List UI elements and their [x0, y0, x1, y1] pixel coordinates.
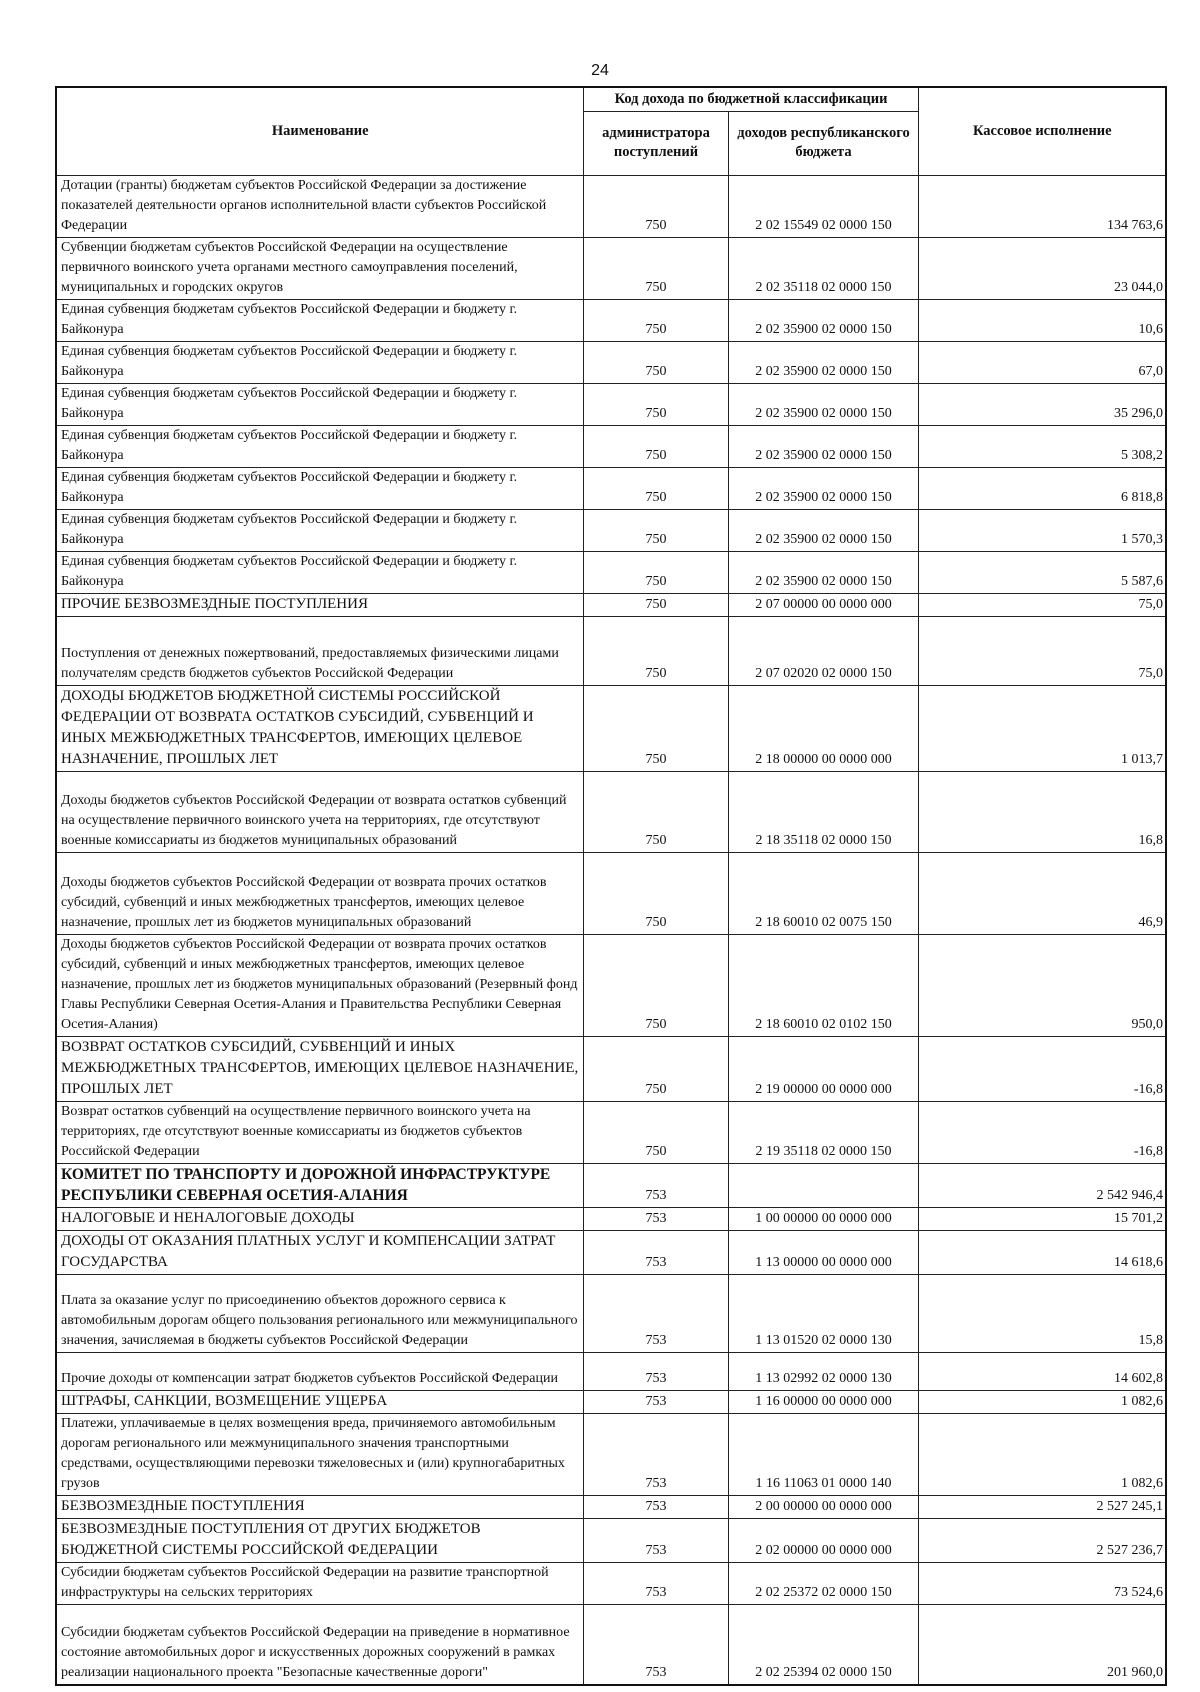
row-admin-code: 753	[583, 1275, 728, 1353]
row-admin-code: 750	[583, 935, 728, 1037]
row-revenue-code: 2 02 35900 02 0000 150	[728, 384, 918, 426]
header-name: Наименование	[56, 87, 583, 176]
table-body	[56, 176, 1166, 1685]
row-name: Возврат остатков субвенций на осуществление первичного воинского учета на территориях, где отсутствуют военные комиссариаты из бюджетов субъектов Российской Федерации	[56, 1102, 583, 1164]
row-amount: 2 527 236,7	[918, 1519, 1166, 1563]
row-admin-code: 750	[583, 594, 728, 617]
row-name: БЕЗВОЗМЕЗДНЫЕ ПОСТУПЛЕНИЯ ОТ ДРУГИХ БЮДЖЕТОВ БЮДЖЕТНОЙ СИСТЕМЫ РОССИЙСКОЙ ФЕДЕРАЦИИ	[56, 1519, 583, 1563]
row-amount: 10,6	[918, 300, 1166, 342]
table-row	[56, 1208, 1166, 1231]
row-revenue-code: 2 19 00000 00 0000 000	[728, 1037, 918, 1102]
row-revenue-code: 2 02 25372 02 0000 150	[728, 1563, 918, 1605]
row-name: Прочие доходы от компенсации затрат бюджетов субъектов Российской Федерации	[56, 1353, 583, 1391]
row-name: ВОЗВРАТ ОСТАТКОВ СУБСИДИЙ, СУБВЕНЦИЙ И ИНЫХ МЕЖБЮДЖЕТНЫХ ТРАНСФЕРТОВ, ИМЕЮЩИХ ЦЕЛЕВОЕ НАЗНАЧЕНИЕ, ПРОШЛЫХ ЛЕТ	[56, 1037, 583, 1102]
row-revenue-code: 2 02 35900 02 0000 150	[728, 300, 918, 342]
table-row	[56, 1391, 1166, 1414]
row-name: Доходы бюджетов субъектов Российской Федерации от возврата остатков субвенций на осуществление первичного воинского учета на территориях, где отсутствуют военные комиссариаты из бюджетов муниципальных образований	[56, 772, 583, 853]
row-name: ДОХОДЫ ОТ ОКАЗАНИЯ ПЛАТНЫХ УСЛУГ И КОМПЕНСАЦИИ ЗАТРАТ ГОСУДАРСТВА	[56, 1231, 583, 1275]
row-revenue-code: 2 18 60010 02 0102 150	[728, 935, 918, 1037]
row-name: БЕЗВОЗМЕЗДНЫЕ ПОСТУПЛЕНИЯ	[56, 1496, 583, 1519]
row-amount: 15 701,2	[918, 1208, 1166, 1231]
row-name: Дотации (гранты) бюджетам субъектов Российской Федерации за достижение показателей деятельности органов исполнительной власти субъектов Российской Федерации	[56, 176, 583, 238]
row-revenue-code: 1 16 00000 00 0000 000	[728, 1391, 918, 1414]
row-revenue-code: 2 02 35900 02 0000 150	[728, 468, 918, 510]
row-revenue-code: 1 00 00000 00 0000 000	[728, 1208, 918, 1231]
row-admin-code: 750	[583, 853, 728, 935]
row-revenue-code: 1 13 02992 02 0000 130	[728, 1353, 918, 1391]
row-revenue-code: 2 07 02020 02 0000 150	[728, 617, 918, 686]
table-row	[56, 935, 1166, 1037]
row-revenue-code: 2 00 00000 00 0000 000	[728, 1496, 918, 1519]
row-revenue-code: 1 16 11063 01 0000 140	[728, 1414, 918, 1496]
table-row	[56, 1102, 1166, 1164]
row-admin-code: 753	[583, 1496, 728, 1519]
table-row	[56, 468, 1166, 510]
row-amount: 1 082,6	[918, 1414, 1166, 1496]
row-revenue-code: 2 18 00000 00 0000 000	[728, 686, 918, 772]
table-row	[56, 510, 1166, 552]
table-row	[56, 1164, 1166, 1208]
row-name: Единая субвенция бюджетам субъектов Российской Федерации и бюджету г. Байконура	[56, 384, 583, 426]
row-name: Субсидии бюджетам субъектов Российской Федерации на приведение в нормативное состояние автомобильных дорог и искусственных дорожных сооружений в рамках реализации национального проекта "Безопасные качественные дороги"	[56, 1605, 583, 1685]
row-admin-code: 753	[583, 1208, 728, 1231]
row-amount: 23 044,0	[918, 238, 1166, 300]
row-amount: 1 082,6	[918, 1391, 1166, 1414]
row-revenue-code: 2 02 35900 02 0000 150	[728, 510, 918, 552]
row-admin-code: 750	[583, 300, 728, 342]
header-revenue: доходов республиканского бюджета	[728, 112, 918, 176]
row-admin-code: 753	[583, 1353, 728, 1391]
row-name: Единая субвенция бюджетам субъектов Российской Федерации и бюджету г. Байконура	[56, 300, 583, 342]
row-revenue-code: 2 02 35900 02 0000 150	[728, 342, 918, 384]
table-row	[56, 853, 1166, 935]
row-amount: 1 013,7	[918, 686, 1166, 772]
row-admin-code: 750	[583, 1102, 728, 1164]
row-name: КОМИТЕТ ПО ТРАНСПОРТУ И ДОРОЖНОЙ ИНФРАСТРУКТУРЕ РЕСПУБЛИКИ СЕВЕРНАЯ ОСЕТИЯ-АЛАНИЯ	[56, 1164, 583, 1208]
row-amount: 14 602,8	[918, 1353, 1166, 1391]
row-amount: 6 818,8	[918, 468, 1166, 510]
table-row	[56, 1231, 1166, 1275]
row-name: ПРОЧИЕ БЕЗВОЗМЕЗДНЫЕ ПОСТУПЛЕНИЯ	[56, 594, 583, 617]
row-amount: 67,0	[918, 342, 1166, 384]
row-revenue-code: 2 02 35900 02 0000 150	[728, 426, 918, 468]
row-name: Единая субвенция бюджетам субъектов Российской Федерации и бюджету г. Байконура	[56, 426, 583, 468]
row-admin-code: 750	[583, 772, 728, 853]
row-name: НАЛОГОВЫЕ И НЕНАЛОГОВЫЕ ДОХОДЫ	[56, 1208, 583, 1231]
row-amount: 14 618,6	[918, 1231, 1166, 1275]
table-row	[56, 772, 1166, 853]
row-name: Субсидии бюджетам субъектов Российской Федерации на развитие транспортной инфраструктуры на сельских территориях	[56, 1563, 583, 1605]
row-amount: -16,8	[918, 1037, 1166, 1102]
table-header	[56, 87, 1166, 176]
row-admin-code: 750	[583, 342, 728, 384]
row-amount: 35 296,0	[918, 384, 1166, 426]
row-revenue-code: 2 18 35118 02 0000 150	[728, 772, 918, 853]
table-row	[56, 426, 1166, 468]
table-row	[56, 1037, 1166, 1102]
row-admin-code: 753	[583, 1231, 728, 1275]
row-admin-code: 750	[583, 384, 728, 426]
row-admin-code: 750	[583, 552, 728, 594]
budget-revenue-table	[55, 86, 1167, 1686]
row-revenue-code: 2 02 15549 02 0000 150	[728, 176, 918, 238]
row-admin-code: 750	[583, 1037, 728, 1102]
row-amount: -16,8	[918, 1102, 1166, 1164]
row-revenue-code: 2 02 35900 02 0000 150	[728, 552, 918, 594]
row-admin-code: 753	[583, 1164, 728, 1208]
row-amount: 2 527 245,1	[918, 1496, 1166, 1519]
row-name: Плата за оказание услуг по присоединению объектов дорожного сервиса к автомобильным дорогам общего пользования регионального или межмуниципального значения, зачисляемая в бюджеты субъектов Российской Федерации	[56, 1275, 583, 1353]
row-admin-code: 750	[583, 510, 728, 552]
row-revenue-code: 2 19 35118 02 0000 150	[728, 1102, 918, 1164]
table-row	[56, 176, 1166, 238]
page-number: 24	[591, 62, 609, 79]
row-admin-code: 753	[583, 1563, 728, 1605]
row-amount: 1 570,3	[918, 510, 1166, 552]
row-revenue-code	[728, 1164, 918, 1208]
row-name: Доходы бюджетов субъектов Российской Федерации от возврата прочих остатков субсидий, субвенций и иных межбюджетных трансфертов, имеющих целевое назначение, прошлых лет из бюджетов муниципальных образований	[56, 853, 583, 935]
table-row	[56, 617, 1166, 686]
row-name: ДОХОДЫ БЮДЖЕТОВ БЮДЖЕТНОЙ СИСТЕМЫ РОССИЙСКОЙ ФЕДЕРАЦИИ ОТ ВОЗВРАТА ОСТАТКОВ СУБСИДИЙ, СУБВЕНЦИЙ И ИНЫХ МЕЖБЮДЖЕТНЫХ ТРАНСФЕРТОВ, ИМЕЮЩИХ ЦЕЛЕВОЕ НАЗНАЧЕНИЕ, ПРОШЛЫХ ЛЕТ	[56, 686, 583, 772]
row-revenue-code: 2 02 00000 00 0000 000	[728, 1519, 918, 1563]
row-amount: 46,9	[918, 853, 1166, 935]
header-admin: администратора поступлений	[583, 112, 728, 176]
row-amount: 950,0	[918, 935, 1166, 1037]
table-row	[56, 1353, 1166, 1391]
table-row	[56, 1414, 1166, 1496]
row-amount: 201 960,0	[918, 1605, 1166, 1685]
row-amount: 134 763,6	[918, 176, 1166, 238]
row-name: Единая субвенция бюджетам субъектов Российской Федерации и бюджету г. Байконура	[56, 342, 583, 384]
row-admin-code: 750	[583, 617, 728, 686]
row-name: Единая субвенция бюджетам субъектов Российской Федерации и бюджету г. Байконура	[56, 510, 583, 552]
row-amount: 75,0	[918, 594, 1166, 617]
header-execution: Кассовое исполнение	[918, 87, 1166, 176]
table-row	[56, 1275, 1166, 1353]
table-row	[56, 594, 1166, 617]
row-revenue-code: 2 02 25394 02 0000 150	[728, 1605, 918, 1685]
table-row	[56, 1519, 1166, 1563]
row-revenue-code: 2 07 00000 00 0000 000	[728, 594, 918, 617]
row-name: Единая субвенция бюджетам субъектов Российской Федерации и бюджету г. Байконура	[56, 552, 583, 594]
table-row	[56, 300, 1166, 342]
row-name: Платежи, уплачиваемые в целях возмещения вреда, причиняемого автомобильным дорогам регионального или межмуниципального значения транспортными средствами, осуществляющими перевозки тяжеловесных и (или) крупногабаритных грузов	[56, 1414, 583, 1496]
row-revenue-code: 2 18 60010 02 0075 150	[728, 853, 918, 935]
row-admin-code: 750	[583, 238, 728, 300]
row-admin-code: 750	[583, 176, 728, 238]
table-row	[56, 238, 1166, 300]
row-revenue-code: 2 02 35118 02 0000 150	[728, 238, 918, 300]
row-admin-code: 750	[583, 686, 728, 772]
row-amount: 5 308,2	[918, 426, 1166, 468]
row-name: Субвенции бюджетам субъектов Российской Федерации на осуществление первичного воинского учета органами местного самоуправления поселений, муниципальных и городских округов	[56, 238, 583, 300]
row-name: ШТРАФЫ, САНКЦИИ, ВОЗМЕЩЕНИЕ УЩЕРБА	[56, 1391, 583, 1414]
row-amount: 2 542 946,4	[918, 1164, 1166, 1208]
row-admin-code: 753	[583, 1519, 728, 1563]
row-revenue-code: 1 13 00000 00 0000 000	[728, 1231, 918, 1275]
row-revenue-code: 1 13 01520 02 0000 130	[728, 1275, 918, 1353]
row-amount: 75,0	[918, 617, 1166, 686]
table-row	[56, 384, 1166, 426]
header-code-group: Код дохода по бюджетной классификации	[583, 87, 918, 112]
row-amount: 5 587,6	[918, 552, 1166, 594]
row-name: Единая субвенция бюджетам субъектов Российской Федерации и бюджету г. Байконура	[56, 468, 583, 510]
table-row	[56, 686, 1166, 772]
row-admin-code: 750	[583, 468, 728, 510]
table-row	[56, 1496, 1166, 1519]
row-amount: 15,8	[918, 1275, 1166, 1353]
row-amount: 16,8	[918, 772, 1166, 853]
table-row	[56, 1563, 1166, 1605]
row-admin-code: 753	[583, 1391, 728, 1414]
table-row	[56, 342, 1166, 384]
row-admin-code: 753	[583, 1605, 728, 1685]
table-row	[56, 1605, 1166, 1685]
row-name: Поступления от денежных пожертвований, предоставляемых физическими лицами получателям средств бюджетов субъектов Российской Федерации	[56, 617, 583, 686]
row-amount: 73 524,6	[918, 1563, 1166, 1605]
table-row	[56, 552, 1166, 594]
row-admin-code: 753	[583, 1414, 728, 1496]
row-name: Доходы бюджетов субъектов Российской Федерации от возврата прочих остатков субсидий, субвенций и иных межбюджетных трансфертов, имеющих целевое назначение, прошлых лет из бюджетов муниципальных образований (Резервный фонд Главы Республики Северная Осетия-Алания и Правительства Республики Северная Осетия-Алания)	[56, 935, 583, 1037]
row-admin-code: 750	[583, 426, 728, 468]
